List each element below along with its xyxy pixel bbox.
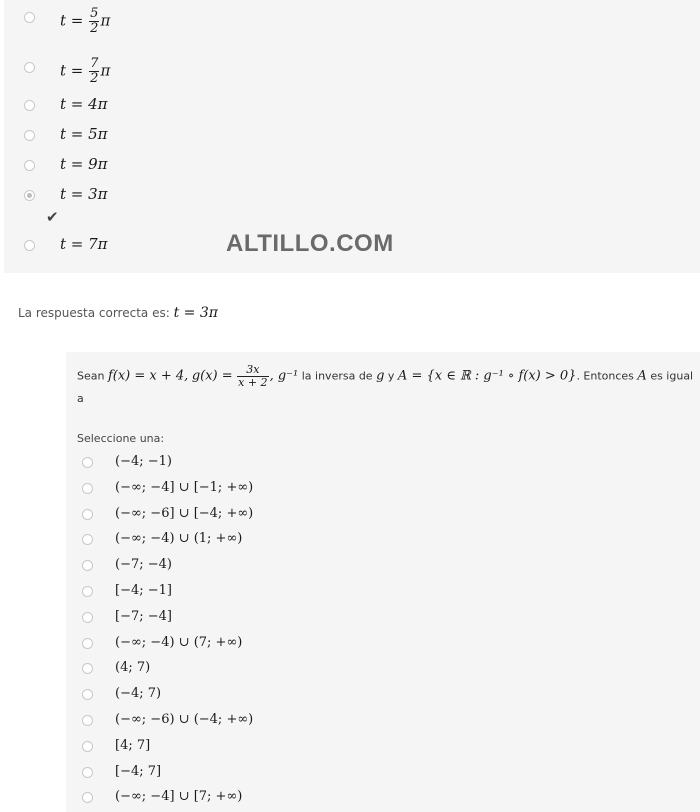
q2-option-8-radio[interactable] <box>82 638 93 649</box>
q2-option-5[interactable] <box>66 555 366 577</box>
q1-option-6-radio[interactable] <box>24 190 35 201</box>
watermark-logo: ALTILLO.COM <box>226 230 394 257</box>
q2-option-8[interactable] <box>66 633 366 655</box>
q2-option-3-radio[interactable] <box>82 509 93 520</box>
q2-option-1-radio[interactable] <box>82 457 93 468</box>
q2-option-6-radio[interactable] <box>82 586 93 597</box>
q2-option-13-label: [−4; 7] <box>115 764 162 779</box>
q2-option-4-radio[interactable] <box>82 534 93 545</box>
q1-option-6[interactable] <box>4 184 204 208</box>
q2-option-10-radio[interactable] <box>82 689 93 700</box>
q2-option-4[interactable] <box>66 529 366 551</box>
q2-option-11[interactable] <box>66 710 366 732</box>
q2-option-12[interactable] <box>66 736 366 758</box>
q2-option-5-radio[interactable] <box>82 560 93 571</box>
q1-option-4-radio[interactable] <box>24 130 35 141</box>
q2-option-9-radio[interactable] <box>82 663 93 674</box>
select-one-prompt: Seleccione una: <box>77 432 165 445</box>
correct-answer-feedback <box>18 305 218 321</box>
q2-option-2-radio[interactable] <box>82 483 93 494</box>
q2-option-3[interactable] <box>66 504 366 526</box>
q1-option-1-radio[interactable] <box>24 12 35 23</box>
q2-option-7[interactable] <box>66 607 366 629</box>
q1-option-7[interactable] <box>4 234 204 258</box>
q1-option-4-label: t = 5π <box>60 125 108 143</box>
q1-option-3-label: t = 4π <box>60 95 108 113</box>
q1-option-3-radio[interactable] <box>24 100 35 111</box>
feedback-answer: t = 3π <box>173 305 218 321</box>
q2-option-13-radio[interactable] <box>82 767 93 778</box>
q1-option-4[interactable] <box>4 124 204 148</box>
q2-option-6[interactable] <box>66 581 366 603</box>
q2-option-2-label: (−∞; −4] ∪ [−1; +∞) <box>115 480 254 495</box>
q2-option-13[interactable] <box>66 762 366 784</box>
q1-option-5-radio[interactable] <box>24 160 35 171</box>
q1-option-3[interactable] <box>4 94 204 118</box>
q1-option-2-label: t = $\frac{7}{2}$ π <box>60 56 111 86</box>
q2-option-7-label: [−7; −4] <box>115 609 172 624</box>
q2-option-4-label: (−∞; −4) ∪ (1; +∞) <box>115 531 243 546</box>
q1-option-6-label: t = 3π <box>60 185 108 203</box>
q1-option-2[interactable] <box>4 56 204 86</box>
question-2-panel <box>66 352 700 812</box>
q2-option-10-label: (−4; 7) <box>115 686 162 701</box>
q1-option-1[interactable] <box>4 6 204 36</box>
q2-option-11-radio[interactable] <box>82 715 93 726</box>
q2-option-2[interactable] <box>66 478 366 500</box>
q2-option-12-label: [4; 7] <box>115 738 151 753</box>
q2-option-11-label: (−∞; −6) ∪ (−4; +∞) <box>115 712 254 727</box>
q1-option-1-label: t = $\frac{5}{2}$ π <box>60 6 111 36</box>
q1-option-7-radio[interactable] <box>24 240 35 251</box>
q2-option-9-label: (4; 7) <box>115 660 151 675</box>
q2-option-8-label: (−∞; −4) ∪ (7; +∞) <box>115 635 243 650</box>
q1-option-5-label: t = 9π <box>60 155 108 173</box>
q1-option-7-label: t = 7π <box>60 235 108 253</box>
feedback-label: La respuesta correcta es: <box>18 306 170 320</box>
question-2-text: Sean f(x) = x + 4, g(x) = $\frac{3x}{x + 2}$ , g⁻¹ la inversa de g y A = {x ∈ ℝ : g⁻¹ ∘ f(x) > 0}. Entonces A es igual a <box>77 363 694 405</box>
q2-option-7-radio[interactable] <box>82 612 93 623</box>
q2-option-9[interactable] <box>66 658 366 680</box>
q2-option-1-label: (−4; −1) <box>115 454 172 469</box>
q2-option-10[interactable] <box>66 684 366 706</box>
q2-option-14-label: (−∞; −4] ∪ [7; +∞) <box>115 789 243 804</box>
q2-option-14[interactable] <box>66 787 366 809</box>
q1-option-5[interactable] <box>4 154 204 178</box>
checkmark-icon: ✔ <box>46 208 59 226</box>
q2-option-6-label: [−4; −1] <box>115 583 172 598</box>
q2-option-1[interactable] <box>66 452 366 474</box>
q2-option-14-radio[interactable] <box>82 792 93 803</box>
q2-option-3-label: (−∞; −6] ∪ [−4; +∞) <box>115 506 254 521</box>
q1-option-2-radio[interactable] <box>24 62 35 73</box>
q2-option-5-label: (−7; −4) <box>115 557 172 572</box>
q2-option-12-radio[interactable] <box>82 741 93 752</box>
